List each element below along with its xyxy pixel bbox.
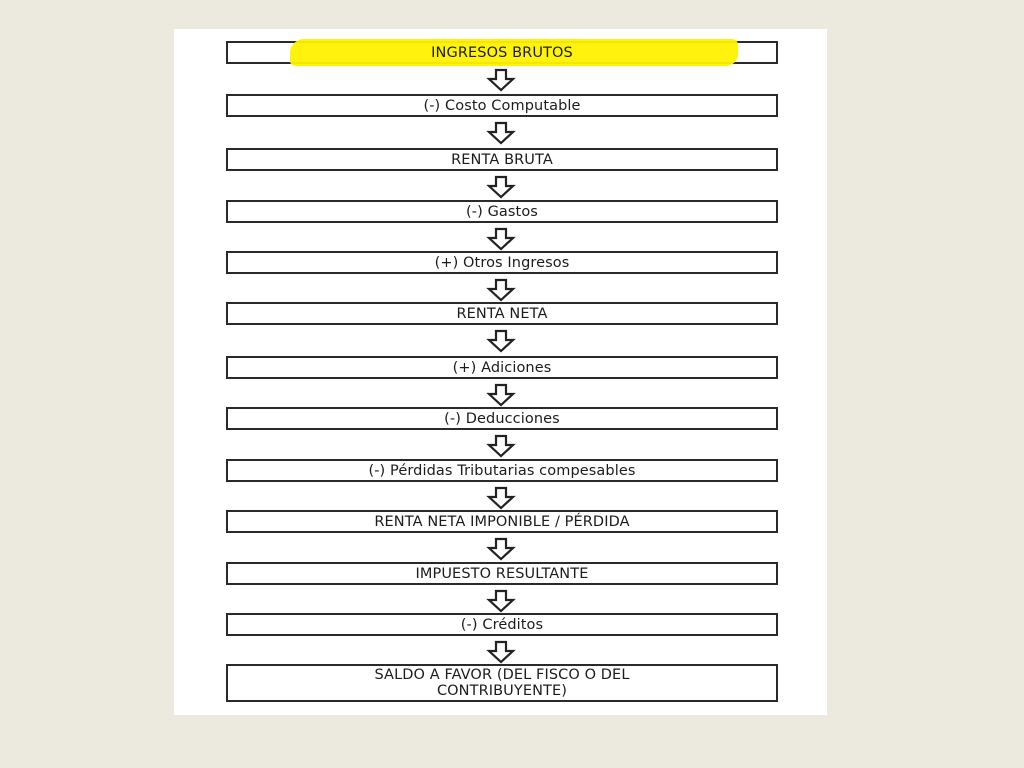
step-box-renta-neta	[226, 302, 778, 325]
step-label: IMPUESTO RESULTANTE	[415, 565, 589, 582]
step-box-renta-neta-imponible	[226, 510, 778, 533]
step-box-adiciones	[226, 356, 778, 379]
step-label: (+) Otros Ingresos	[434, 254, 570, 271]
down-arrow-icon	[486, 68, 516, 92]
step-box-ingresos-brutos	[226, 41, 778, 64]
step-box-gastos	[226, 200, 778, 223]
step-label: (+) Adiciones	[452, 359, 552, 376]
step-label: INGRESOS BRUTOS	[431, 44, 573, 61]
slide-panel	[174, 29, 827, 715]
step-label: (-) Costo Computable	[423, 97, 581, 114]
step-box-perdidas-tributarias	[226, 459, 778, 482]
step-box-costo-computable	[226, 94, 778, 117]
down-arrow-icon	[486, 175, 516, 199]
step-label: RENTA BRUTA	[451, 151, 553, 168]
step-label: (-) Créditos	[460, 616, 544, 633]
down-arrow-icon	[486, 329, 516, 353]
down-arrow-icon	[486, 537, 516, 561]
down-arrow-icon	[486, 589, 516, 613]
step-label: RENTA NETA	[456, 305, 548, 322]
step-box-impuesto-resultante	[226, 562, 778, 585]
down-arrow-icon	[486, 383, 516, 407]
step-label: SALDO A FAVOR (DEL FISCO O DEL CONTRIBUYENTE)	[374, 667, 630, 699]
step-box-renta-bruta	[226, 148, 778, 171]
step-box-creditos	[226, 613, 778, 636]
step-box-deducciones	[226, 407, 778, 430]
step-label: RENTA NETA IMPONIBLE / PÉRDIDA	[374, 513, 630, 530]
down-arrow-icon	[486, 227, 516, 251]
down-arrow-icon	[486, 278, 516, 302]
step-label: (-) Gastos	[466, 203, 538, 220]
step-label: (-) Deducciones	[444, 410, 560, 427]
down-arrow-icon	[486, 486, 516, 510]
down-arrow-icon	[486, 434, 516, 458]
step-label: (-) Pérdidas Tributarias compesables	[368, 462, 636, 479]
step-box-otros-ingresos	[226, 251, 778, 274]
down-arrow-icon	[486, 640, 516, 664]
down-arrow-icon	[486, 121, 516, 145]
step-box-saldo-a-favor	[226, 664, 778, 702]
